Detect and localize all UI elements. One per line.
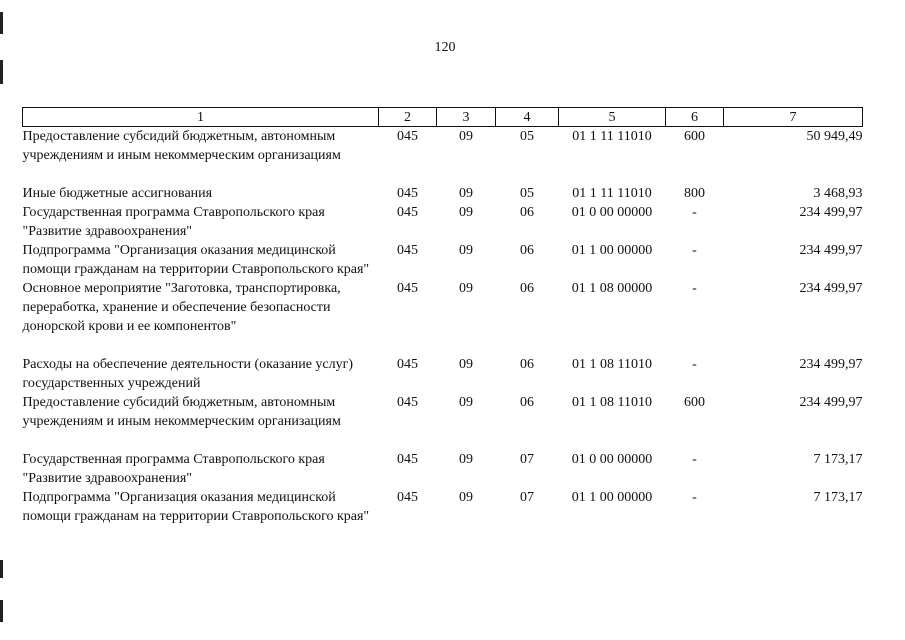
scan-edge-mark (0, 600, 3, 622)
cell-section: 09 (459, 186, 473, 201)
cell-amount: 7 173,17 (813, 490, 863, 505)
row-name: Основное мероприятие "Заготовка, транспортировка, переработка, хранение и обеспечение безопасности донорской крови и ее компонентов" (22, 281, 341, 334)
cell-expense-type: 800 (684, 186, 705, 201)
cell-expense-type: - (692, 452, 697, 467)
row-spacer (23, 165, 863, 184)
cell-target-article: 01 1 11 11010 (572, 129, 652, 144)
table-row (23, 355, 863, 393)
row-spacer (23, 431, 863, 450)
table-row (23, 393, 863, 431)
table-row (23, 241, 863, 279)
cell-target-article: 01 1 08 11010 (572, 357, 652, 372)
column-header: 2 (379, 108, 437, 127)
row-name: Иные бюджетные ассигнования (22, 186, 213, 201)
cell-ministry: 045 (397, 205, 418, 220)
cell-amount: 50 949,49 (806, 129, 863, 144)
cell-subsection: 05 (520, 186, 534, 201)
cell-section: 09 (459, 490, 473, 505)
cell-subsection: 07 (520, 452, 534, 467)
column-header: 1 (23, 108, 379, 127)
cell-expense-type: - (692, 243, 697, 258)
cell-section: 09 (459, 452, 473, 467)
row-name: Государственная программа Ставропольского края "Развитие здравоохранения" (22, 205, 325, 239)
column-header: 5 (559, 108, 666, 127)
cell-ministry: 045 (397, 490, 418, 505)
cell-ministry: 045 (397, 395, 418, 410)
cell-expense-type: 600 (684, 395, 705, 410)
row-spacer (23, 336, 863, 355)
cell-ministry: 045 (397, 357, 418, 372)
cell-amount: 234 499,97 (799, 281, 863, 296)
cell-amount: 234 499,97 (799, 243, 863, 258)
table-row (23, 488, 863, 526)
row-name: Предоставление субсидий бюджетным, автономным учреждениям и иным некоммерческим организациям (22, 395, 341, 429)
cell-subsection: 06 (520, 243, 534, 258)
cell-expense-type: - (692, 357, 697, 372)
row-name: Предоставление субсидий бюджетным, автономным учреждениям и иным некоммерческим организациям (22, 129, 341, 163)
cell-target-article: 01 0 00 00000 (571, 452, 653, 467)
cell-section: 09 (459, 129, 473, 144)
cell-section: 09 (459, 281, 473, 296)
cell-ministry: 045 (397, 243, 418, 258)
cell-target-article: 01 1 00 00000 (571, 243, 653, 258)
cell-target-article: 01 1 11 11010 (572, 186, 652, 201)
row-name: Расходы на обеспечение деятельности (оказание услуг) государственных учреждений (22, 357, 354, 391)
cell-target-article: 01 1 08 00000 (571, 281, 653, 296)
row-name: Государственная программа Ставропольского края "Развитие здравоохранения" (22, 452, 325, 486)
cell-amount: 7 173,17 (813, 452, 863, 467)
cell-expense-type: - (692, 205, 697, 220)
cell-subsection: 05 (520, 129, 534, 144)
row-name: Подпрограмма "Организация оказания медицинской помощи гражданам на территории Ставропольского края" (22, 243, 370, 277)
cell-target-article: 01 1 08 11010 (572, 395, 652, 410)
cell-ministry: 045 (397, 186, 418, 201)
cell-target-article: 01 0 00 00000 (571, 205, 653, 220)
cell-subsection: 06 (520, 395, 534, 410)
page-number: 120 (434, 40, 456, 55)
table-header-row (23, 108, 863, 127)
scan-edge-mark (0, 60, 3, 84)
scan-edge-mark (0, 560, 3, 578)
cell-subsection: 06 (520, 281, 534, 296)
cell-amount: 234 499,97 (799, 205, 863, 220)
table-row (23, 450, 863, 488)
budget-table (22, 107, 863, 526)
cell-amount: 234 499,97 (799, 357, 863, 372)
cell-section: 09 (459, 243, 473, 258)
cell-subsection: 06 (520, 357, 534, 372)
cell-subsection: 06 (520, 205, 534, 220)
cell-amount: 3 468,93 (813, 186, 863, 201)
scan-edge-mark (0, 12, 3, 34)
column-header: 4 (496, 108, 559, 127)
cell-expense-type: - (692, 281, 697, 296)
row-name: Подпрограмма "Организация оказания медицинской помощи гражданам на территории Ставропольского края" (22, 490, 370, 524)
table-row (23, 203, 863, 241)
cell-expense-type: - (692, 490, 697, 505)
table-row (23, 279, 863, 336)
column-header: 6 (666, 108, 724, 127)
table-row (23, 184, 863, 203)
cell-ministry: 045 (397, 452, 418, 467)
cell-ministry: 045 (397, 281, 418, 296)
cell-amount: 234 499,97 (799, 395, 863, 410)
cell-ministry: 045 (397, 129, 418, 144)
cell-subsection: 07 (520, 490, 534, 505)
cell-section: 09 (459, 205, 473, 220)
cell-section: 09 (459, 357, 473, 372)
column-header: 3 (437, 108, 496, 127)
cell-expense-type: 600 (684, 129, 705, 144)
cell-target-article: 01 1 00 00000 (571, 490, 653, 505)
table-row (23, 127, 863, 166)
cell-section: 09 (459, 395, 473, 410)
column-header: 7 (724, 108, 863, 127)
